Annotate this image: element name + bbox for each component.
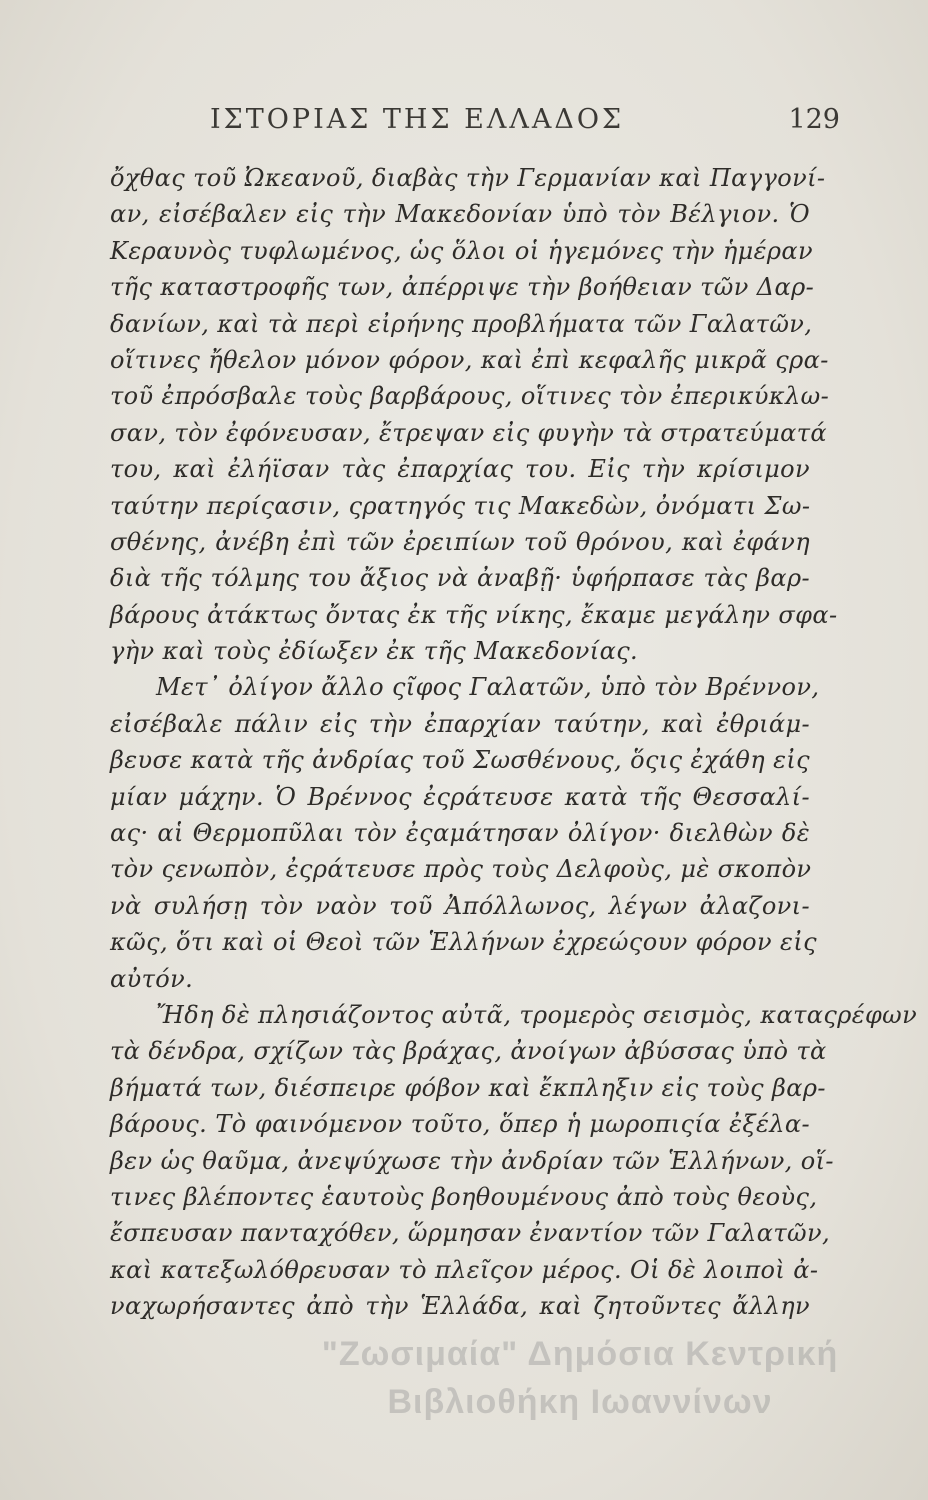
- text-line: κῶς, ὅτι καὶ οἱ Θεοὶ τῶν Ἑλλήνων ἐχρεώςουν φόρον εἰς: [110, 928, 817, 957]
- text-line: ναχωρήσαντες ἀπὸ τὴν Ἑλλάδα, καὶ ζητοῦντες ἄλλην: [110, 1292, 810, 1321]
- text-line: βάρους ἀτάκτως ὄντας ἐκ τῆς νίκης, ἔκαμε μεγάλην σφα-: [110, 600, 838, 629]
- text-line: βεν ὡς θαῦμα, ἀνεψύχωσε τὴν ἀνδρίαν τῶν Ἑλλήνων, οἵ-: [110, 1146, 834, 1175]
- text-line: οἵτινες ἤθελον μόνον φόρον, καὶ ἐπὶ κεφαλῆς μικρᾶ ςρα-: [110, 345, 829, 374]
- text-line-paragraph-start: Ἤδη δὲ πλησιάζοντος αὐτᾶ, τρομερὸς σεισμὸς, καταςρέφων: [156, 1000, 918, 1029]
- text-line: Κεραυνὸς τυφλωμένος, ὡς ὅλοι οἱ ἡγεμόνες τὴν ἡμέραν: [110, 236, 813, 265]
- text-line: βευσε κατὰ τῆς ἀνδρίας τοῦ Σωσθένους, ὅςις ἐχάθη εἰς: [110, 746, 810, 775]
- text-line: τοῦ ἐπρόσβαλε τοὺς βαρβάρους, οἵτινες τὸν ἐπερικύκλω-: [110, 382, 830, 411]
- text-line: αν, εἰσέβαλεν εἰς τὴν Μακεδονίαν ὑπὸ τὸν Βέλγιον. Ὁ: [110, 200, 810, 229]
- text-line: ας· αἱ Θερμοπῦλαι τὸν ἐςαμάτησαν ὀλίγον· διελθὼν δὲ: [110, 819, 810, 848]
- running-head: ΙΣΤΟΡΙΑΣ ΤΗΣ ΕΛΛΑΔΟΣ: [210, 104, 625, 135]
- text-line: ὄχθας τοῦ Ὠκεανοῦ, διαβὰς τὴν Γερμανίαν καὶ Παγγονί-: [110, 164, 826, 192]
- text-line: καὶ κατεξωλόθρευσαν τὸ πλεῖςον μέρος. Οἱ δὲ λοιποὶ ἀ-: [110, 1255, 819, 1284]
- library-watermark: [250, 1330, 910, 1426]
- text-line-paragraph-start: Μετ᾽ ὀλίγον ἄλλο ςῖφος Γαλατῶν, ὑπὸ τὸν Βρέννον,: [156, 673, 820, 702]
- text-line: τὸν ςενωπὸν, ἐςράτευσε πρὸς τοὺς Δελφοὺς, μὲ σκοπὸν: [110, 855, 812, 884]
- text-line-paragraph-end: γὴν καὶ τοὺς ἐδίωξεν ἐκ τῆς Μακεδονίας.: [110, 637, 639, 666]
- watermark-line-1: "Ζωσιμαία" Δημόσια Κεντρική: [321, 1335, 839, 1373]
- text-line: νὰ συλήσῃ τὸν ναὸν τοῦ Ἀπόλλωνος, λέγων ἀλαζονι-: [110, 891, 810, 920]
- text-line: τῆς καταστροφῆς των, ἀπέρριψε τὴν βοήθειαν τῶν Δαρ-: [110, 273, 815, 302]
- text-line-paragraph-end: αὐτόν.: [110, 964, 194, 993]
- page-number: 129: [788, 104, 840, 135]
- text-line: ἔσπευσαν πανταχόθεν, ὥρμησαν ἐναντίον τῶν Γαλατῶν,: [110, 1219, 831, 1248]
- text-line: εἰσέβαλε πάλιν εἰς τὴν ἐπαρχίαν ταύτην, καὶ ἐθριάμ-: [110, 709, 810, 738]
- text-line: τὰ δένδρα, σχίζων τὰς βράχας, ἀνοίγων ἀβύσσας ὑπὸ τὰ: [110, 1037, 827, 1066]
- text-line: τινες βλέποντες ἑαυτοὺς βοηθουμένους ἀπὸ τοὺς θεοὺς,: [110, 1182, 818, 1211]
- text-line: διὰ τῆς τόλμης του ἄξιος νὰ ἀναβῇ· ὑφήρπασε τὰς βαρ-: [110, 564, 810, 593]
- text-line: βάρους. Τὸ φαινόμενον τοῦτο, ὅπερ ἡ μωροπιςία ἐξέλα-: [110, 1110, 810, 1139]
- text-line: σαν, τὸν ἐφόνευσαν, ἔτρεψαν εἰς φυγὴν τὰ στρατεύματά: [110, 418, 828, 447]
- text-line: δανίων, καὶ τὰ περὶ εἰρήνης προβλήματα τῶν Γαλατῶν,: [110, 309, 813, 338]
- text-line: του, καὶ ἐλήϊσαν τὰς ἐπαρχίας του. Εἰς τὴν κρίσιμον: [110, 455, 810, 484]
- page-header: [120, 100, 840, 150]
- text-line: βήματά των, διέσπειρε φόβον καὶ ἔκπληξιν εἰς τοὺς βαρ-: [110, 1073, 826, 1102]
- text-line: σθένης, ἀνέβη ἐπὶ τῶν ἐρειπίων τοῦ θρόνου, καὶ ἐφάνη: [110, 527, 810, 556]
- text-line: μίαν μάχην. Ὁ Βρέννος ἐςράτευσε κατὰ τῆς Θεσσαλί-: [110, 782, 810, 811]
- body-text: [110, 160, 918, 1325]
- watermark-line-2: Βιβλιοθήκη Ιωαννίνων: [387, 1383, 773, 1421]
- text-line: ταύτην περίςασιν, ςρατηγός τις Μακεδὼν, ὀνόματι Σω-: [110, 491, 811, 520]
